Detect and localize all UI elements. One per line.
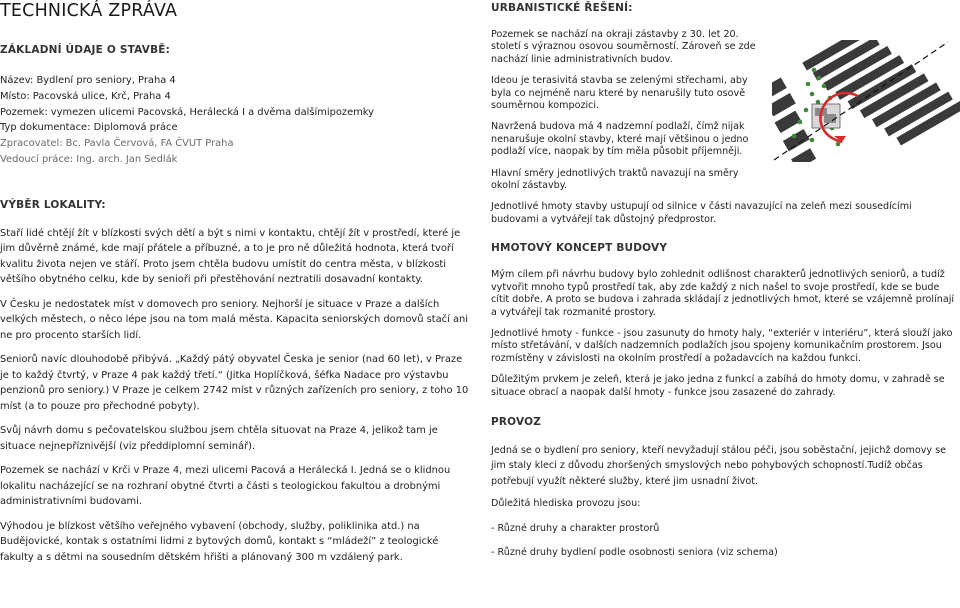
building-blocks bbox=[772, 40, 960, 162]
site-selection-heading: VÝBĚR LOKALITY: bbox=[0, 198, 106, 211]
urban-heading: URBANISTICKÉ ŘEŠENÍ: bbox=[491, 2, 633, 14]
basic-info-heading: ZÁKLADNÍ ÚDAJE O STAVBĚ: bbox=[0, 44, 171, 56]
operation-paragraph-1: Jedná se o bydlení pro seniory, kteří nevyžadují stálou péči, jsou soběstační, jejichž domovy se jim staly kleci z důvodu zhoršených smyslových nebo pohybových schopností.Tudíž občas potřebují využít některé služby, které jim usnadní život. bbox=[491, 444, 947, 487]
basic-info-list bbox=[0, 73, 470, 168]
urban-paragraph-2: Ideou je terasivitá stavba se zelenými střechami, aby byla co nejméně naru které by nenarušily tuto osově souměrnou kompozici. bbox=[491, 75, 748, 112]
mass-concept-heading: HMOTOVÝ KONCEPT BUDOVY bbox=[491, 242, 668, 255]
operation-heading: PROVOZ bbox=[491, 415, 542, 428]
mass-paragraph-2: Jednotlivé hmoty - funkce - jsou zasunuty do hmoty haly, “exteriér v interiéru”, která slouží jako místo střetávání, v dalších nadzemních podlažích jsou spojeny komunikačním prostorem. Jsou rozmístěny v závislosti na okolním prostředí a požadavcích na každou funkci. bbox=[491, 327, 953, 364]
urban-paragraph-5: Jednotlivé hmoty stavby ustupují od silnice v části navazující na zeleň mezi sousedícími budovami a vytvářejí tak důstojný předprostor. bbox=[491, 201, 912, 225]
mass-paragraph-1: Mým cílem při návrhu budovy bylo zohlednit odlišnost charakterů jednotlivých seniorů, a tudíž vytvořit mnoho typů prostředí tak, aby zde každý z nich našel to svoje prostředí, kde se bude cítit dobře. A proto se budova i zahrada skládají z jednotlivých hmot, které se vzájemně prolínají a vytvářejí tak rozmanité prostory. bbox=[491, 269, 955, 318]
urban-paragraph-1: Pozemek se nachází na okraji zástavby z 30. let 20. století s výraznou osovou souměrností. Zároveň se zde nachází linie administrativních budov. bbox=[491, 29, 756, 65]
page-title: TECHNICKÁ ZPRÁVA bbox=[0, 1, 178, 21]
urban-paragraph-4: Hlavní směry jednotlivých traktů navazují na směry okolní zástavby. bbox=[491, 167, 739, 192]
basic-info-place: Místo: Pacovská ulice, Krč, Praha 4 bbox=[0, 90, 171, 102]
operation-point-1: - Různé druhy a charakter prostorů bbox=[491, 522, 660, 534]
urban-site-diagram bbox=[772, 40, 960, 162]
site-paragraph-4: Svůj návrh domu s pečovatelskou službou jsem chtěla situovat na Praze 4, jelikož tam je situace nejnepříznivější (viz předdiplomní seminář). bbox=[0, 425, 438, 452]
basic-info-plot: Pozemek: vymezen ulicemi Pacovská, Herálecká I a dvěma dalšímipozemky bbox=[0, 106, 375, 118]
operation-point-2: - Různé druhy bydlení podle osobnosti seniora (viz schema) bbox=[491, 547, 778, 559]
urban-text-block bbox=[491, 29, 761, 192]
basic-info-name: Název: Bydlení pro seniory, Praha 4 bbox=[0, 75, 176, 86]
mass-paragraph-3: Důležitým prvkem je zeleň, která je jako jedna z funkcí a zabíhá do hmoty domu, v zahradě se situace obrací a naopak další hmoty - funkce jsou zasazené do zahrady. bbox=[491, 374, 945, 398]
site-paragraph-1: Staří lidé chtějí žít v blízkosti svých dětí a být s nimi v kontaktu, chtějí žít v prostředí, které je jim důvěrně známé, kde mají přátele a příbuzné, a to je pro ně důležitá hodnota, která tvoří kvalitu života nejen ve stáří. Proto jsem chtěla budovu umístit do centra města, v blízkosti většího obytného celku, kde by senioři při přestěhování neztratili dosavadní kontakty. bbox=[0, 227, 461, 286]
site-paragraph-5: Pozemek se nachází v Krči v Praze 4, mezi ulicemi Pacová a Herálecká I. Jedná se o klidnou lokalitu nacházející se na rozhraní obytné čtvrti a části s teologickou fakultou a drobnými administrativními budovami. bbox=[0, 465, 451, 508]
site-paragraph-2: V Česku je nedostatek míst v domovech pro seniory. Nejhorší je situace v Praze a dalších velkých městech, o něco lépe jsou na tom malá města. Kapacita seniorských domovů stačí ani ne pro procento starších lidí. bbox=[0, 298, 469, 341]
basic-info-doc-type: Typ dokumentace: Diplomová práce bbox=[0, 122, 178, 134]
basic-info-author: Zpracovatel: Bc. Pavla Červová, FA ČVUT Praha bbox=[0, 138, 234, 150]
operation-key-points-label: Důležitá hlediska provozu jsou: bbox=[491, 498, 641, 510]
site-paragraph-6: Výhodou je blízkost většího veřejného vybavení (obchody, služby, poliklinika atd.) na Budějovické, kontak s ostatními lidmi z bytových domů, kontakt s “mládeží” z teologické fakulty a s dětmi na sousedním dětském hřišti a plánovaný 300 m vzdálený park. bbox=[0, 520, 439, 563]
urban-paragraph-3: Navržená budova má 4 nadzemní podlaží, čímž nijak nenarušuje okolní stavby, které mají většinou o jedno podlaží více, naopak by tím měla působit příjemněji. bbox=[491, 121, 749, 158]
left-column bbox=[0, 0, 470, 565]
site-paragraph-3: Seniorů navíc dlouhodobě přibývá. „Každý pátý obyvatel Česka je senior (nad 60 let), v Praze je to každý čtvrtý, v Praze 4 pak každý třetí.“ (Jitka Hoplíčková, šéfka Nadace pro výstavbu penzionů pro seniory.) V Praze je celkem 2742 míst v různých zařízeních pro seniory, z toho 10 míst (a to pouze pro přechodné pobyty). bbox=[0, 354, 469, 412]
basic-info-supervisor: Vedoucí práce: Ing. arch. Jan Sedlák bbox=[0, 153, 178, 165]
